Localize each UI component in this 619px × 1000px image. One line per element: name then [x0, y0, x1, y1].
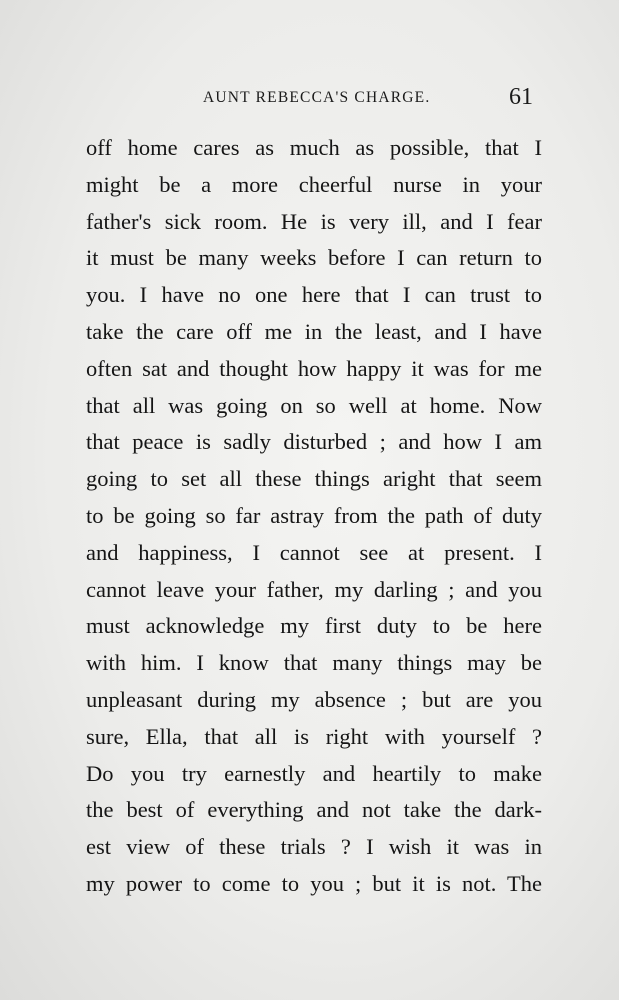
text-line: going to set all these things aright that seem: [86, 466, 542, 492]
text-line: that peace is sadly disturbed ; and how I am: [86, 429, 542, 455]
text-line: cannot leave your father, my darling ; and you: [86, 576, 542, 602]
text-line: with him. I know that many things may be: [86, 650, 542, 676]
text-line: the best of everything and not take the dark-: [86, 797, 542, 823]
text-line: Do you try earnestly and heartily to make: [86, 760, 542, 786]
text-line: unpleasant during my absence ; but are you: [86, 686, 542, 712]
text-line: might be a more cheerful nurse in your: [86, 171, 542, 197]
text-line: off home cares as much as possible, that I: [86, 135, 542, 160]
text-line: est view of these trials ? I wish it was in: [86, 834, 542, 860]
text-line: that all was going on so well at home. Now: [86, 392, 542, 418]
body-text: [86, 130, 542, 903]
text-line: to be going so far astray from the path of duty: [86, 502, 542, 528]
text-line: often sat and thought how happy it was for me: [86, 355, 542, 381]
text-line: must acknowledge my first duty to be here: [86, 613, 542, 639]
text-line: my power to come to you ; but it is not. The: [86, 870, 542, 896]
text-line: father's sick room. He is very ill, and I fear: [86, 208, 542, 234]
text-line: and happiness, I cannot see at present. I: [86, 539, 542, 565]
running-title: AUNT REBECCA'S CHARGE.: [203, 89, 431, 106]
page-number: 61: [509, 84, 533, 110]
running-head: [0, 84, 619, 114]
text-line: take the care off me in the least, and I have: [86, 318, 542, 344]
text-line: sure, Ella, that all is right with yourself ?: [86, 723, 542, 749]
text-line: you. I have no one here that I can trust to: [86, 282, 542, 308]
text-line: it must be many weeks before I can return to: [86, 245, 542, 271]
